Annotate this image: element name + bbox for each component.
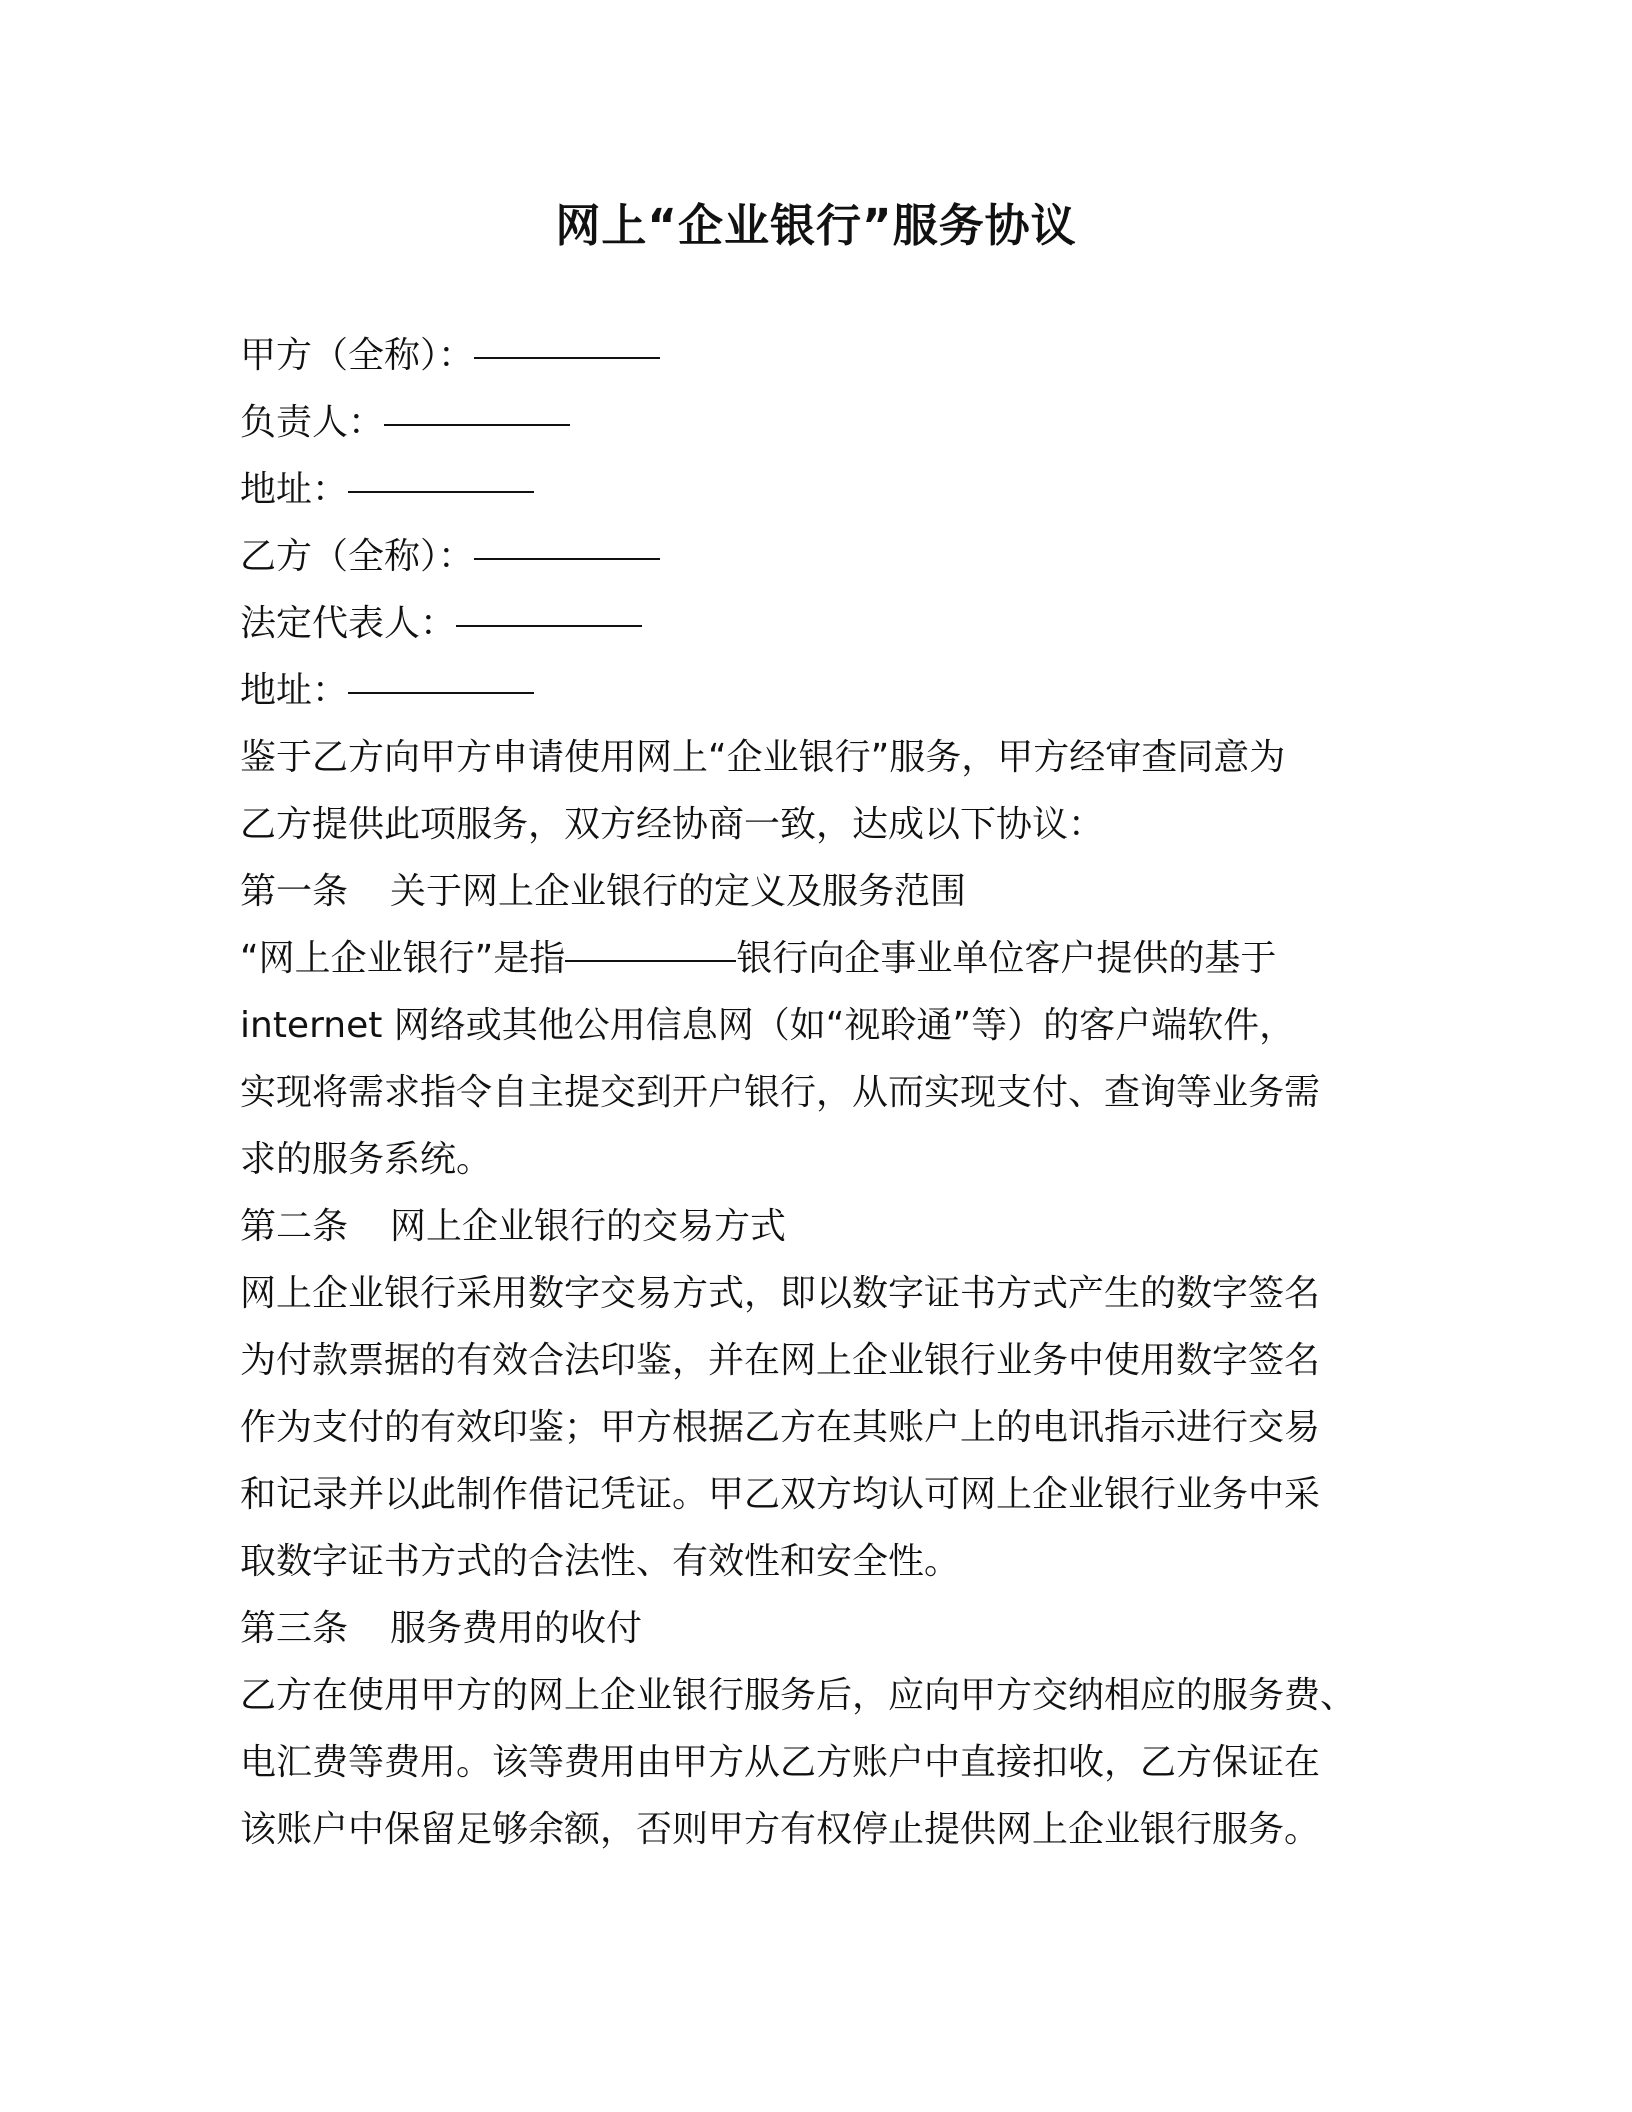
fill-in-blank: [384, 420, 570, 426]
paragraph-line: 电汇费等费用。该等费用由甲方从乙方账户中直接扣收，乙方保证在: [240, 1742, 1321, 1783]
field-label: 负责人：: [240, 402, 385, 443]
field-label: 地址：: [240, 469, 349, 510]
field-party-a-manager: [240, 389, 1420, 456]
field-party-b-name: [240, 523, 1420, 590]
article-title: 网上企业银行的交易方式: [390, 1206, 787, 1247]
paragraph-line: 网上企业银行采用数字交易方式，即以数字证书方式产生的数字签名: [240, 1273, 1321, 1314]
field-label: 地址：: [240, 670, 349, 711]
field-party-b-representative: [240, 590, 1420, 657]
preamble-line: 鉴于乙方向甲方申请使用网上“企业银行”服务，甲方经审查同意为: [240, 737, 1286, 778]
fill-in-blank: [474, 554, 660, 560]
text-segment: “网上企业银行”是指: [240, 938, 566, 979]
paragraph-line: [240, 925, 1420, 992]
article-number: 第三条: [240, 1608, 349, 1649]
fill-in-blank: [456, 621, 642, 627]
article-heading: [240, 1595, 1420, 1662]
fill-in-blank: [565, 956, 736, 962]
preamble-line: 乙方提供此项服务，双方经协商一致，达成以下协议：: [240, 804, 1105, 845]
field-label: 甲方（全称）：: [240, 335, 475, 376]
article-title: 关于网上企业银行的定义及服务范围: [390, 871, 967, 912]
article-heading: [240, 1193, 1420, 1260]
paragraph-line: 为付款票据的有效合法印鉴，并在网上企业银行业务中使用数字签名: [240, 1340, 1321, 1381]
field-party-b-address: [240, 657, 1420, 724]
fill-in-blank: [348, 487, 534, 493]
field-party-a-name: [240, 322, 1420, 389]
document-body: [240, 322, 1420, 1863]
paragraph-line: 实现将需求指令自主提交到开户银行，从而实现支付、查询等业务需: [240, 1072, 1321, 1113]
paragraph-line: 取数字证书方式的合法性、有效性和安全性。: [240, 1541, 961, 1582]
article-title: 服务费用的收付: [390, 1608, 643, 1649]
fill-in-blank: [474, 353, 660, 359]
article-heading: [240, 858, 1420, 925]
text-segment: 银行向企事业单位客户提供的基于: [736, 938, 1277, 979]
field-party-a-address: [240, 456, 1420, 523]
field-label: 乙方（全称）：: [240, 536, 475, 577]
paragraph-line: 求的服务系统。: [240, 1139, 493, 1180]
paragraph-line: 该账户中保留足够余额，否则甲方有权停止提供网上企业银行服务。: [240, 1809, 1321, 1850]
paragraph-line: 作为支付的有效印鉴；甲方根据乙方在其账户上的电讯指示进行交易: [240, 1407, 1321, 1448]
article-number: 第二条: [240, 1206, 349, 1247]
article-number: 第一条: [240, 871, 349, 912]
paragraph-line: 和记录并以此制作借记凭证。甲乙双方均认可网上企业银行业务中采: [240, 1474, 1321, 1515]
document-title: 网上“企业银行”服务协议: [555, 199, 1077, 252]
field-label: 法定代表人：: [240, 603, 457, 644]
paragraph-line: 乙方在使用甲方的网上企业银行服务后，应向甲方交纳相应的服务费、: [240, 1675, 1357, 1716]
paragraph-line: internet 网络或其他公用信息网（如“视聆通”等）的客户端软件，: [240, 1005, 1296, 1046]
fill-in-blank: [348, 688, 534, 694]
